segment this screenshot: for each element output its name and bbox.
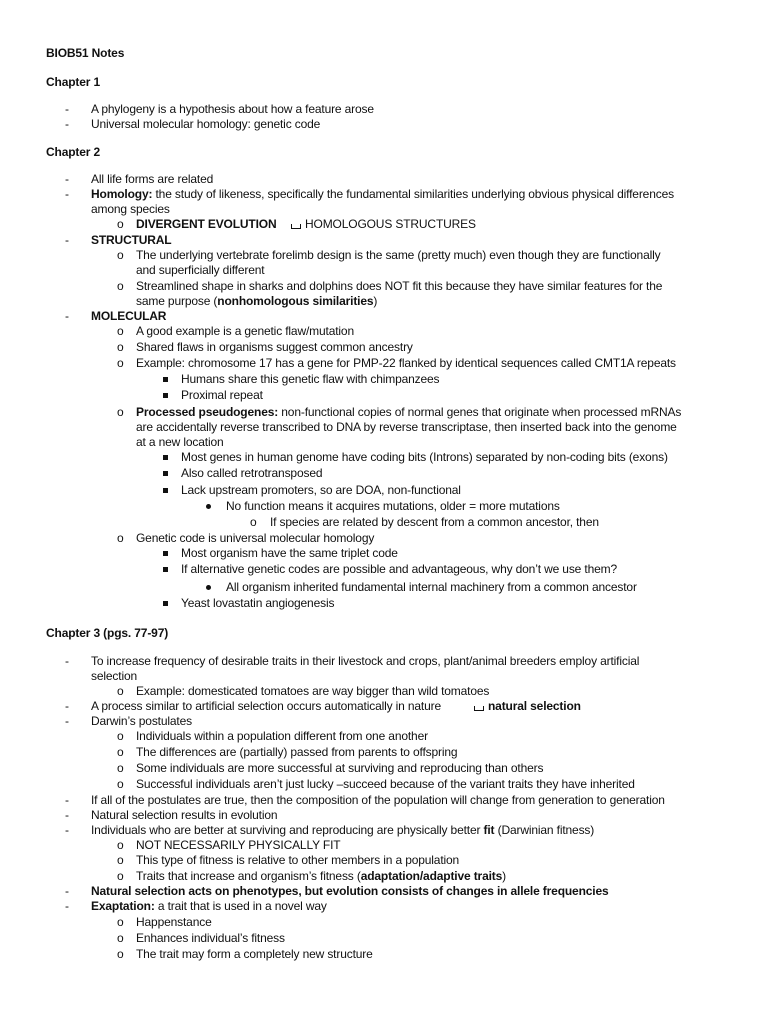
ch3-fitness-line: [91, 823, 594, 838]
postulate-item: Successful individuals aren’t just lucky –succeed because of the variant traits they have inherited: [136, 777, 635, 791]
circle-bullet: o: [117, 405, 124, 419]
chapter-1-heading: Chapter 1: [46, 75, 100, 89]
molecular-item: Genetic code is universal molecular homology: [136, 531, 375, 545]
ch3-item: To increase frequency of desirable traits in their livestock and crops, plant/animal breeders employ artificial: [91, 654, 640, 668]
circle-bullet: o: [117, 217, 124, 231]
ch3-exaptation-line: [91, 899, 327, 914]
genetic-code-subitem: Yeast lovastatin angiogenesis: [181, 596, 335, 610]
dash-bullet: -: [65, 714, 69, 728]
bold-term: fit: [483, 823, 495, 837]
ch2-homology-line: [91, 187, 674, 202]
circle-bullet: o: [117, 869, 124, 883]
circle-bullet: o: [117, 947, 124, 961]
dash-bullet: -: [65, 793, 69, 807]
ch1-item: Universal molecular homology: genetic code: [91, 117, 321, 131]
divergent-evolution: DIVERGENT EVOLUTION: [136, 217, 277, 231]
circle-bullet: o: [250, 515, 257, 529]
molecular-subitem: Proximal repeat: [181, 388, 263, 402]
square-bullet-icon: [163, 377, 168, 382]
dash-bullet: -: [65, 172, 69, 186]
circle-bullet: o: [117, 838, 124, 852]
ch1-item: A phylogeny is a hypothesis about how a feature arose: [91, 102, 374, 116]
text-run: Individuals who are better at surviving and reproducing are physically better: [91, 823, 484, 837]
square-bullet-icon: [163, 488, 168, 493]
homologous-structures: HOMOLOGOUS STRUCTURES: [305, 217, 476, 231]
dash-bullet: -: [65, 117, 69, 131]
exaptation-item: The trait may form a completely new structure: [136, 947, 373, 961]
pseudogenes-subitem: Lack upstream promoters, so are DOA, non-functional: [181, 483, 461, 497]
bold-term: Exaptation:: [91, 899, 155, 913]
bold-term: adaptation/adaptive traits: [360, 869, 503, 883]
circle-bullet: o: [117, 279, 124, 293]
square-bullet-icon: [163, 551, 168, 556]
postulate-item: Individuals within a population different from one another: [136, 729, 428, 743]
circle-bullet: o: [117, 761, 124, 775]
exaptation-item: Enhances individual’s fitness: [136, 931, 285, 945]
text-run: ): [502, 869, 507, 883]
circle-bullet: o: [117, 853, 124, 867]
text-run: Traits that increase and organism’s fitness (: [136, 869, 361, 883]
dash-bullet: -: [65, 187, 69, 201]
dot-bullet-icon: [206, 504, 211, 509]
dash-bullet: -: [65, 823, 69, 837]
arrow-icon: [291, 224, 301, 229]
pseudogenes-cont: at a new location: [136, 435, 224, 449]
text-run: a trait that is used in a novel way: [154, 899, 327, 913]
molecular-item: Shared flaws in organisms suggest common ancestry: [136, 340, 413, 354]
ch3-item: If all of the postulates are true, then the composition of the population will change from generation to generation: [91, 793, 665, 807]
arrow-icon: [474, 706, 484, 711]
circle-bullet: o: [117, 729, 124, 743]
pseudogenes-subsubitem: No function means it acquires mutations, older = more mutations: [226, 499, 560, 513]
square-bullet-icon: [163, 567, 168, 572]
circle-bullet: o: [117, 684, 124, 698]
fitness-item: This type of fitness is relative to other members in a population: [136, 853, 460, 867]
circle-bullet: o: [117, 340, 124, 354]
text-run: non-functional copies of normal genes that originate when processed mRNAs: [278, 405, 682, 419]
square-bullet-icon: [163, 601, 168, 606]
dash-bullet: -: [65, 899, 69, 913]
pseudogenes-subitem: Also called retrotransposed: [181, 466, 323, 480]
dot-bullet-icon: [206, 585, 211, 590]
ch3-subitem: Example: domesticated tomatoes are way bigger than wild tomatoes: [136, 684, 490, 698]
structural-item: The underlying vertebrate forelimb design is the same (pretty much) even though they are functionally: [136, 248, 661, 262]
molecular-item: A good example is a genetic flaw/mutation: [136, 324, 354, 338]
dash-bullet: -: [65, 884, 69, 898]
structural-item-cont: and superficially different: [136, 263, 265, 277]
chapter-3-heading: Chapter 3 (pgs. 77-97): [46, 626, 169, 640]
dash-bullet: -: [65, 102, 69, 116]
homology-label: Homology:: [91, 187, 153, 201]
genetic-code-subitem: Most organism have the same triplet code: [181, 546, 398, 560]
square-bullet-icon: [163, 471, 168, 476]
bold-term: nonhomologous similarities: [217, 294, 374, 308]
genetic-code-subitem: If alternative genetic codes are possible and advantageous, why don’t we use them?: [181, 562, 617, 576]
text-run: same purpose (: [136, 294, 218, 308]
homology-text: the study of likeness, specifically the fundamental similarities underlying obvious physical differences: [152, 187, 674, 201]
bold-term: Processed pseudogenes:: [136, 405, 279, 419]
dash-bullet: -: [65, 808, 69, 822]
ch2-item: All life forms are related: [91, 172, 214, 186]
circle-bullet: o: [117, 777, 124, 791]
genetic-code-subsubitem: All organism inherited fundamental internal machinery from a common ancestor: [226, 580, 637, 594]
circle-bullet: o: [117, 915, 124, 929]
dash-bullet: -: [65, 654, 69, 668]
pseudogenes-subsubsubitem: If species are related by descent from a common ancestor, then: [270, 515, 599, 529]
document-title: BIOB51 Notes: [46, 46, 125, 60]
circle-bullet: o: [117, 531, 124, 545]
ch3-item-cont: selection: [91, 669, 138, 683]
ch2-homology-cont: among species: [91, 202, 170, 216]
structural-item-cont: [136, 294, 377, 309]
natural-selection-term: natural selection: [488, 699, 581, 713]
text-run: ): [373, 294, 378, 308]
chapter-2-heading: Chapter 2: [46, 145, 100, 159]
square-bullet-icon: [163, 393, 168, 398]
circle-bullet: o: [117, 248, 124, 262]
postulate-item: Some individuals are more successful at surviving and reproducing than others: [136, 761, 544, 775]
ch3-item: Darwin’s postulates: [91, 714, 192, 728]
pseudogenes-cont: are accidentally reverse transcribed to DNA by reverse transcriptase, then inserted back into the genome: [136, 420, 677, 434]
molecular-heading: MOLECULAR: [91, 309, 167, 323]
dash-bullet: -: [65, 233, 69, 247]
circle-bullet: o: [117, 745, 124, 759]
ch3-key-point: Natural selection acts on phenotypes, but evolution consists of changes in allele frequencies: [91, 884, 609, 898]
circle-bullet: o: [117, 324, 124, 338]
circle-bullet: o: [117, 356, 124, 370]
postulate-item: The differences are (partially) passed from parents to offspring: [136, 745, 458, 759]
ch3-item: A process similar to artificial selection occurs automatically in nature: [91, 699, 442, 713]
pseudogenes-subitem: Most genes in human genome have coding bits (Introns) separated by non-coding bits (exons): [181, 450, 668, 464]
structural-item: Streamlined shape in sharks and dolphins does NOT fit this because they have similar features for the: [136, 279, 663, 293]
structural-heading: STRUCTURAL: [91, 233, 172, 247]
fitness-item: [136, 869, 506, 884]
dash-bullet: -: [65, 309, 69, 323]
exaptation-item: Happenstance: [136, 915, 212, 929]
circle-bullet: o: [117, 931, 124, 945]
dash-bullet: -: [65, 699, 69, 713]
text-run: (Darwinian fitness): [494, 823, 595, 837]
molecular-item: Example: chromosome 17 has a gene for PMP-22 flanked by identical sequences called CMT1A repeats: [136, 356, 676, 370]
square-bullet-icon: [163, 455, 168, 460]
ch3-item: Natural selection results in evolution: [91, 808, 278, 822]
pseudogenes-line: [136, 405, 681, 420]
molecular-subitem: Humans share this genetic flaw with chimpanzees: [181, 372, 440, 386]
fitness-item: NOT NECESSARILY PHYSICALLY FIT: [136, 838, 341, 852]
